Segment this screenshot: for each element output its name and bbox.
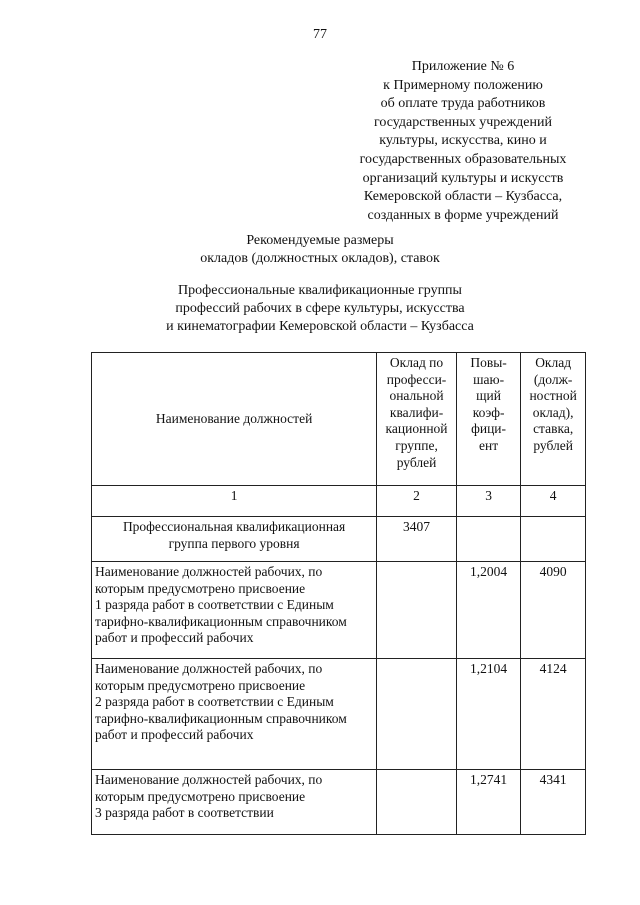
salary-value: 4090: [521, 562, 586, 659]
empty-cell: [521, 517, 586, 562]
salary-value: 4341: [521, 770, 586, 835]
group-name-line: Профессиональная квалификационная: [122, 519, 346, 534]
group-salary-value: 3407: [377, 517, 457, 562]
position-line: 1 разряда работ в соответствии с Единым: [95, 597, 334, 613]
table-row: [92, 562, 586, 659]
appendix-line: Приложение № 6: [411, 59, 515, 74]
salary-table: [91, 352, 586, 835]
appendix-line: организаций культуры и искусств: [362, 170, 564, 186]
header-line: кационной: [385, 421, 448, 437]
appendix-line: государственных учреждений: [374, 114, 552, 130]
appendix-line: об оплате труда работников: [380, 96, 546, 112]
appendix-line: созданных в форме учреждений: [367, 207, 559, 223]
header-line: рублей: [533, 437, 573, 453]
position-line: работ и профессий рабочих: [95, 630, 254, 646]
appendix-reference: [338, 58, 588, 225]
header-line: оклад),: [532, 404, 574, 420]
header-line: (долж-: [533, 371, 573, 387]
header-coefficient: [456, 353, 520, 486]
header-line: Оклад по: [389, 355, 444, 370]
position-line: тарифно-квалификационным справочником: [95, 613, 347, 629]
position-line: Наименование должностей рабочих, по: [95, 772, 323, 787]
position-line: 2 разряда работ в соответствии с Единым: [95, 694, 334, 710]
position-line: Наименование должностей рабочих, по: [95, 661, 323, 676]
position-name: [92, 770, 377, 835]
title-line: Рекомендуемые размеры: [246, 233, 394, 248]
position-line: которым предусмотрено присвоение: [95, 788, 306, 804]
header-line: Повы-: [470, 355, 507, 370]
header-line: коэф-: [472, 404, 505, 420]
appendix-line: культуры, искусства, кино и: [379, 133, 547, 149]
position-name: [92, 659, 377, 770]
document-title: [0, 232, 640, 268]
column-number-row: [92, 486, 586, 517]
header-line: ональной: [389, 388, 444, 404]
table-row: [92, 770, 586, 835]
column-number: 1: [92, 486, 377, 517]
header-line: щий: [476, 388, 501, 404]
header-line: ностной: [529, 388, 577, 404]
coefficient-value: 1,2004: [456, 562, 520, 659]
group-name-line: группа первого уровня: [168, 535, 300, 551]
group-name: [92, 517, 377, 562]
header-group-salary: [377, 353, 457, 486]
empty-cell: [377, 659, 457, 770]
header-line: группе,: [395, 437, 438, 453]
header-line: квалифи-: [389, 404, 444, 420]
appendix-line: государственных образовательных: [359, 151, 567, 167]
column-number: 4: [521, 486, 586, 517]
header-line: ент: [479, 437, 499, 453]
header-salary: [521, 353, 586, 486]
header-position-name: Наименование должностей: [92, 353, 377, 486]
coefficient-value: 1,2104: [456, 659, 520, 770]
subtitle-line: профессий рабочих в сфере культуры, искусства: [175, 301, 465, 316]
title-line: окладов (должностных окладов), ставок: [200, 251, 440, 266]
position-line: которым предусмотрено присвоение: [95, 580, 306, 596]
position-line: 3 разряда работ в соответствии: [95, 805, 274, 821]
table-subtitle: [0, 282, 640, 336]
header-line: рублей: [396, 454, 437, 470]
empty-cell: [377, 562, 457, 659]
position-line: тарифно-квалификационным справочником: [95, 710, 347, 726]
page-number: 77: [313, 27, 327, 42]
appendix-line: к Примерному положению: [383, 77, 543, 93]
table-row: [92, 659, 586, 770]
header-line: шаю-: [473, 371, 505, 387]
subtitle-line: Профессиональные квалификационные группы: [178, 283, 462, 298]
column-number: 2: [377, 486, 457, 517]
position-line: Наименование должностей рабочих, по: [95, 564, 323, 579]
qualification-group-row: [92, 517, 586, 562]
coefficient-value: 1,2741: [456, 770, 520, 835]
subtitle-line: и кинематографии Кемеровской области – Кузбасса: [166, 319, 474, 334]
empty-cell: [377, 770, 457, 835]
empty-cell: [456, 517, 520, 562]
appendix-line: Кемеровской области – Кузбасса,: [363, 189, 563, 205]
header-line: професси-: [386, 371, 447, 387]
header-line: Оклад: [535, 355, 572, 370]
position-name: [92, 562, 377, 659]
column-number: 3: [456, 486, 520, 517]
position-line: работ и профессий рабочих: [95, 727, 254, 743]
header-line: фици-: [471, 421, 507, 437]
table-header-row: [92, 353, 586, 486]
salary-value: 4124: [521, 659, 586, 770]
header-line: ставка,: [533, 421, 574, 437]
position-line: которым предусмотрено присвоение: [95, 677, 306, 693]
